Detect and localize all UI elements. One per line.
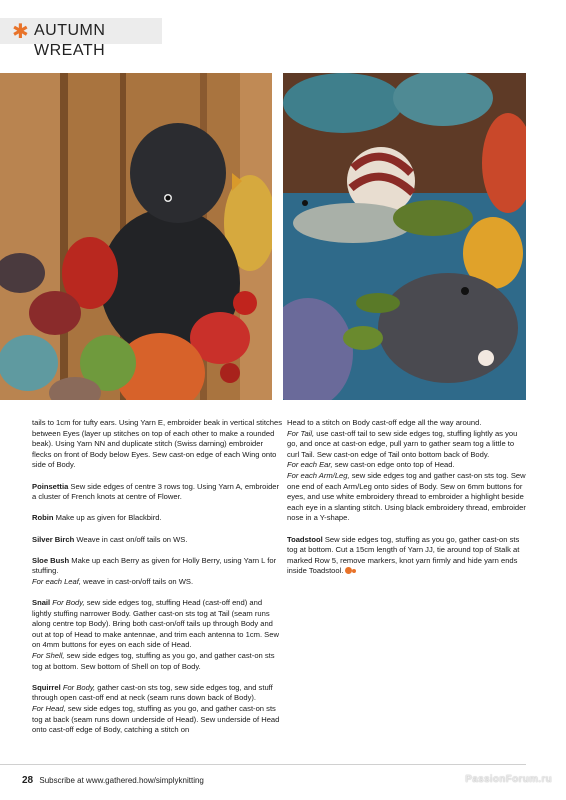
text-squirrel-cont: Head to a stitch on Body cast-off edge all the way around. bbox=[287, 418, 482, 427]
text-sloe-leaf: weave in cast-on/off tails on WS. bbox=[80, 576, 194, 586]
text-column-left bbox=[32, 418, 282, 746]
text-squirrel-head: sew side edges tog, stuffing as you go, and gather cast-on sts tog at back (seam runs down underside of Head). Sew underside of Head onto cast-off edge of Body, catching a stitch on bbox=[32, 704, 280, 735]
end-dot-icon bbox=[352, 569, 356, 573]
paragraph-toadstool bbox=[287, 535, 527, 577]
text-squirrel-body: gather cast-on sts tog, sew side edges tog, and stuff through open cast-off end at neck (seam runs down back of Body). bbox=[32, 682, 273, 703]
text-column-right bbox=[287, 418, 527, 588]
text-silver-birch: Weave in cast on/off tails on WS. bbox=[74, 534, 188, 544]
photo-snail-squirrel bbox=[283, 73, 526, 400]
paragraph-poinsettia bbox=[32, 482, 282, 503]
label-squirrel-body: For Body, bbox=[60, 682, 96, 692]
text-ear: sew cast-on edge onto top of Head. bbox=[332, 460, 455, 470]
text-arm-leg: sew side edges tog and gather cast-on sts tog. Sew one end of each Arm/Leg onto sides of Body. Sew on 6mm buttons for eyes, and use white embroidery thread to embroider a highlight beside each eye in a slanting stitch. Using black embroidery thread, embroider nose in a Y-shape. bbox=[287, 470, 526, 523]
text-snail-shell: sew side edges tog, stuffing as you go, and gather cast-on sts tog at bottom. Sew bottom of Shell on top of Body. bbox=[32, 651, 275, 671]
heading-sloe-bush: Sloe Bush bbox=[32, 555, 70, 565]
paragraph-squirrel bbox=[32, 683, 282, 736]
label-tail: For Tail, bbox=[287, 428, 315, 438]
heading-silver-birch: Silver Birch bbox=[32, 534, 75, 544]
text-toadstool: Sew side edges tog, stuffing as you go, gather cast-on sts tog at bottom. Cut a 15cm length of Yarn JJ, tie around top of Stalk at marked Row 5, remove markers, knot yarn firmly and hide yarn ends inside Toadstool. bbox=[287, 534, 520, 576]
text-robin: Make up as given for Blackbird. bbox=[53, 513, 162, 523]
label-snail-body: For Body, bbox=[50, 598, 85, 608]
subscribe-link[interactable]: Subscribe at www.gathered.how/simplyknitting bbox=[39, 776, 204, 785]
text-sloe-bush: Make up each Berry as given for Holly Berry, using Yarn L for stuffing. bbox=[32, 555, 277, 576]
page-number: 28 bbox=[22, 775, 34, 786]
footer bbox=[22, 775, 204, 786]
paragraph-snail bbox=[32, 598, 282, 672]
heading-poinsettia: Poinsettia bbox=[32, 481, 69, 491]
end-mark-icon bbox=[345, 567, 352, 574]
footer-divider bbox=[0, 764, 526, 765]
label-sloe-leaf: For each Leaf, bbox=[32, 576, 81, 586]
asterisk-icon: ✱ bbox=[12, 19, 29, 43]
section-title: AUTUMN WREATH bbox=[34, 22, 106, 59]
watermark-logo: PassionForum.ru bbox=[465, 774, 552, 785]
paragraph-squirrel-cont bbox=[287, 418, 527, 524]
heading-snail: Snail bbox=[32, 598, 51, 608]
paragraph-blackbird-cont: tails to 1cm for tufty ears. Using Yarn E, embroider beak in vertical stitches between Eyes (layer up stitches on top of each other to make a rounded beak). Using Yarn NN and duplicate stitch (Swiss darning) embroider flecks on front of Body below Eyes. Sew cast-on edge of each Wing onto side of Body. bbox=[32, 418, 282, 470]
label-ear: For each Ear, bbox=[287, 460, 333, 470]
photo-blackbird-wreath bbox=[0, 73, 272, 400]
paragraph-sloe-bush bbox=[32, 556, 282, 588]
paragraph-robin bbox=[32, 513, 282, 524]
paragraph-silver-birch bbox=[32, 535, 282, 546]
heading-toadstool: Toadstool bbox=[287, 534, 323, 544]
label-squirrel-head: For Head, bbox=[32, 704, 66, 714]
label-arm-leg: For each Arm/Leg, bbox=[287, 470, 350, 480]
text-snail-body: sew side edges tog, stuffing Head (cast-off end) and lightly stuffing narrower Body. Gather cast-on sts tog at Tail (seam runs along centre top Body). Bring both cast-on/off tails up through Body and out at top of Head to make antennae, and trim each antenna to 1cm. Sew on 4mm buttons for eyes on each side of Head. bbox=[32, 598, 279, 650]
label-snail-shell: For Shell, bbox=[32, 651, 65, 661]
section-header bbox=[0, 18, 162, 59]
heading-squirrel: Squirrel bbox=[32, 682, 61, 692]
text-poinsettia: Sew side edges of centre 3 rows tog. Using Yarn A, embroider a cluster of French knots at centre of Flower. bbox=[32, 481, 280, 502]
text-tail: use cast-off tail to sew side edges tog, stuffing lightly as you go, and once at cast-on edge, pull yarn to gather seam tog a little to curl Tail. Sew cast-on edge of Tail onto bottom back of Body. bbox=[287, 428, 518, 459]
heading-robin: Robin bbox=[32, 513, 54, 523]
